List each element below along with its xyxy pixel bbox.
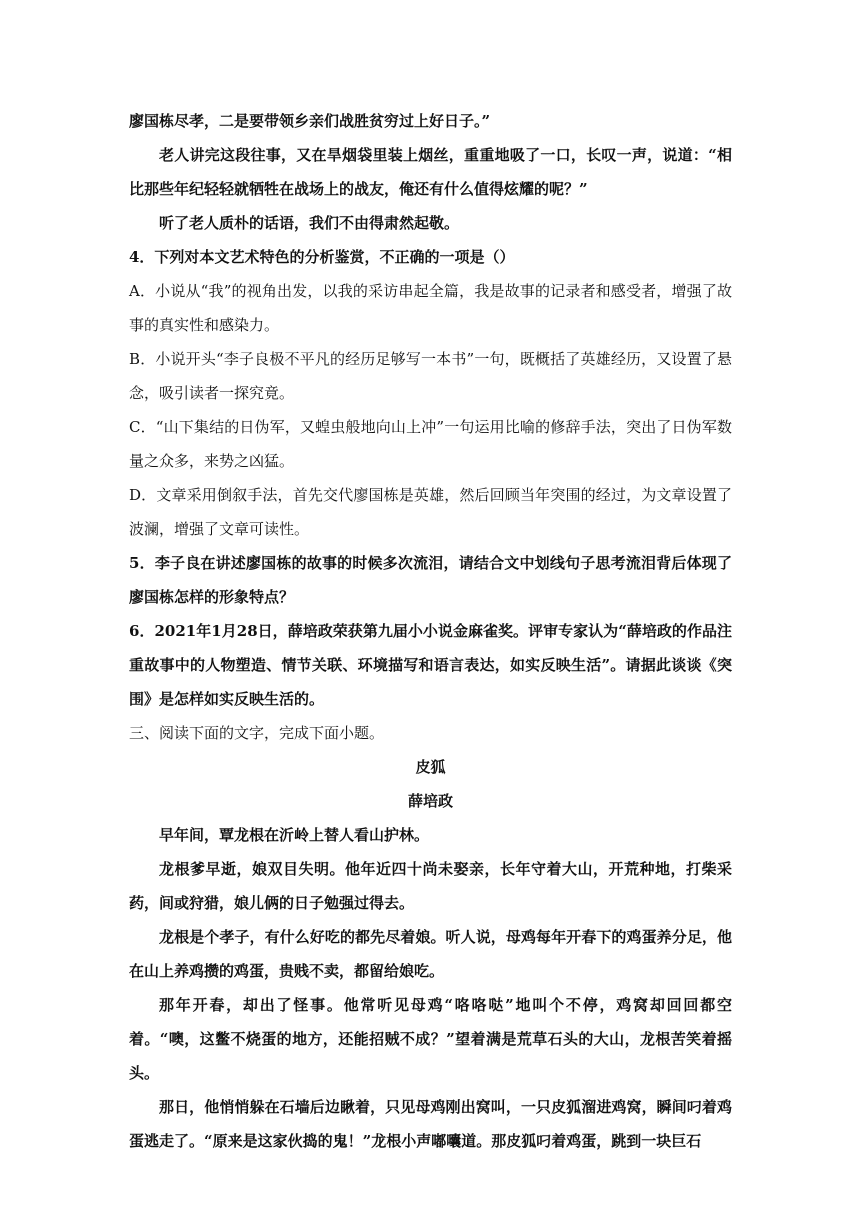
passage-tail-line: 廖国栋尽孝，二是要带领乡亲们战胜贫穷过上好日子。” — [129, 112, 491, 130]
question-4-option-d: D．文章采用倒叙手法，首先交代廖国栋是英雄，然后回顾当年突围的经过，为文章设置了波澜，增强了文章可读性。 — [129, 486, 732, 538]
story-author: 薛培政 — [407, 792, 453, 810]
story-paragraph: 早年间，覃龙根在沂岭上替人看山护林。 — [159, 826, 430, 844]
document-content — [129, 104, 732, 1158]
question-4-stem: 4．下列对本文艺术特色的分析鉴赏，不正确的一项是（） — [129, 248, 515, 266]
passage-paragraph: 老人讲完这段往事，又在旱烟袋里装上烟丝，重重地吸了一口，长叹一声，说道：“相比那些年纪轻轻就牺牲在战场上的战友，俺还有什么值得炫耀的呢？” — [129, 146, 732, 198]
story-title: 皮狐 — [415, 758, 446, 776]
question-4-option-c: C．“山下集结的日伪军，又蝗虫般地向山上冲”一句运用比喻的修辞手法，突出了日伪军数量之众多，来势之凶猛。 — [129, 418, 732, 470]
question-4-option-a: A．小说从“我”的视角出发，以我的采访串起全篇，我是故事的记录者和感受者，增强了故事的真实性和感染力。 — [129, 282, 732, 334]
story-paragraph: 龙根是个孝子，有什么好吃的都先尽着娘。听人说，母鸡每年开春下的鸡蛋养分足，他在山上养鸡攒的鸡蛋，贵贱不卖，都留给娘吃。 — [129, 928, 732, 980]
question-4-option-b: B．小说开头“李子良极不平凡的经历足够写一本书”一句，既概括了英雄经历，又设置了悬念，吸引读者一探究竟。 — [129, 350, 732, 402]
passage-paragraph: 听了老人质朴的话语，我们不由得肃然起敬。 — [159, 214, 460, 232]
question-5: 5．李子良在讲述廖国栋的故事的时候多次流泪，请结合文中划线句子思考流泪背后体现了廖国栋怎样的形象特点？ — [129, 554, 732, 606]
question-6: 6．2021年1月28日，薛培政荣获第九届小小说金麻雀奖。评审专家认为“薛培政的作品注重故事中的人物塑造、情节关联、环境描写和语言表达，如实反映生活”。请据此谈谈《突围》是怎样如实反映生活的。 — [129, 622, 732, 708]
section-3-heading: 三、阅读下面的文字，完成下面小题。 — [129, 724, 385, 742]
story-paragraph: 龙根爹早逝，娘双目失明。他年近四十尚未娶亲，长年守着大山，开荒种地，打柴采药，间或狩猎，娘儿俩的日子勉强过得去。 — [129, 860, 732, 912]
story-paragraph: 那年开春，却出了怪事。他常听见母鸡“咯咯哒”地叫个不停，鸡窝却回回都空着。“噢，这鳖不烧蛋的地方，还能招贼不成？”望着满是荒草石头的大山，龙根苦笑着摇头。 — [129, 996, 732, 1082]
story-paragraph: 那日，他悄悄躲在石墙后边瞅着，只见母鸡刚出窝叫，一只皮狐溜进鸡窝，瞬间叼着鸡蛋逃走了。“原来是这家伙捣的鬼！”龙根小声嘟囔道。那皮狐叼着鸡蛋，跳到一块巨石 — [129, 1098, 732, 1150]
